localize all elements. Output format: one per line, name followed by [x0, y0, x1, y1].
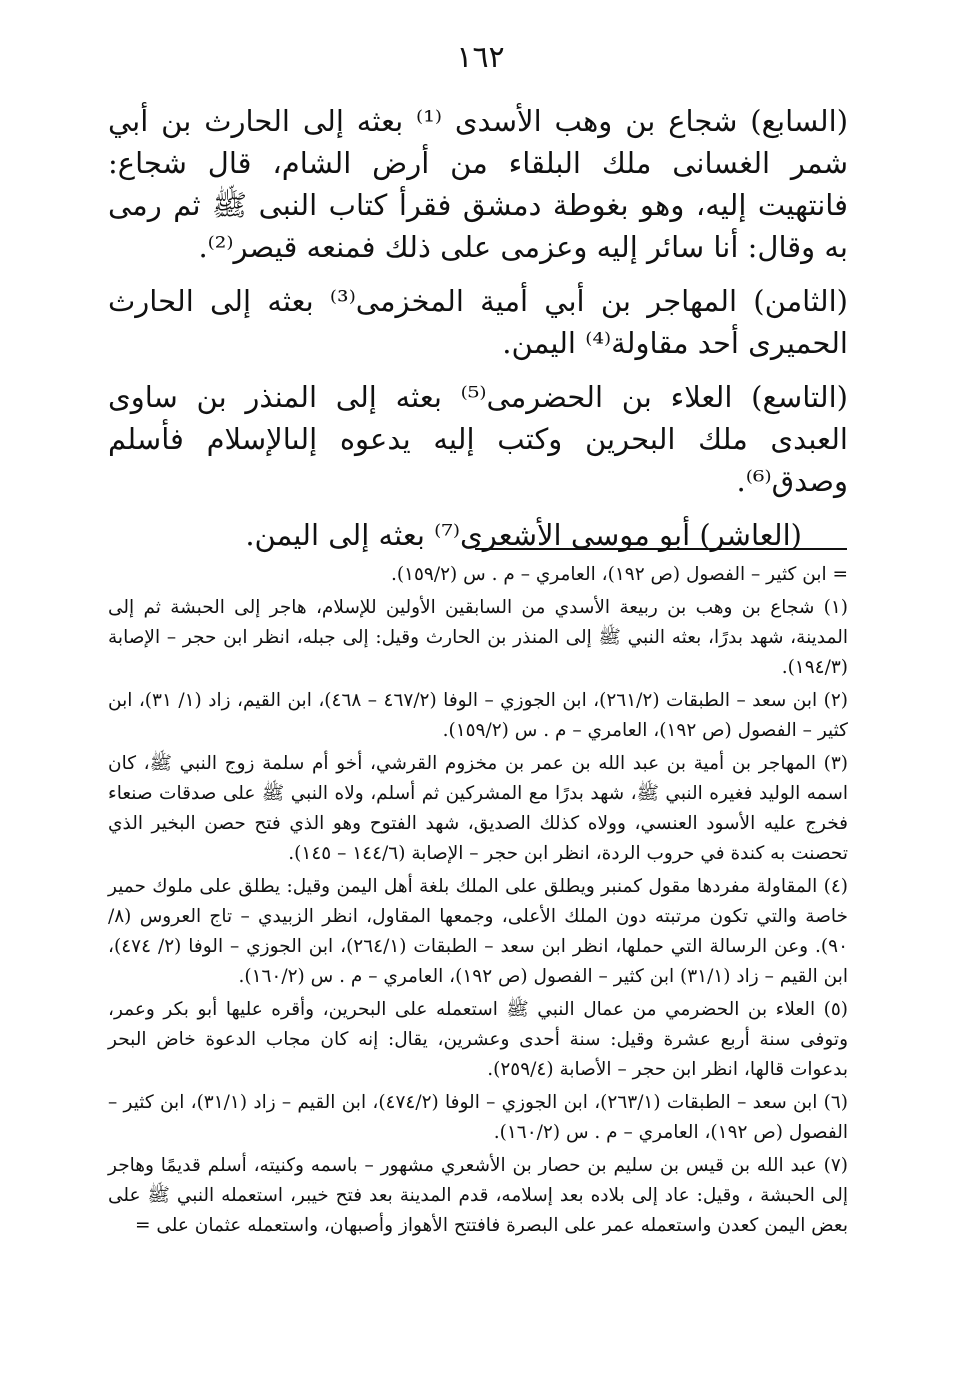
footnote-1: (١) شجاع بن وهب بن ربيعة الأسدي من السابقين الأولين للإسلام، هاجر إلى الحبشة ثم إلى المدينة، شهد بدرًا، بعثه النبي ﷺ إلى المنذر بن الحارث وقيل: إلى جبله، انظر ابن حجر – الإصابة (١٩٤/٣).: [108, 597, 848, 678]
page-number: ١٦٢: [456, 40, 505, 75]
footnote-5: (٥) العلاء بن الحضرمي من عمال النبي ﷺ استعمله على البحرين، وأقره عليها أبو بكر وعمر، وتوفى سنة أربع عشرة وقيل: سنة أحدى وعشرين، يقال: إنه كان مجاب الدعوة خاض البحر بدعوات قالها، انظر ابن حجر – الأصابة (٢٥٩/٤).: [108, 999, 848, 1080]
footnote-2: (٢) ابن سعد – الطبقات (٢٦١/٢)، ابن الجوزي – الوفا (٤٦٧/٢ – ٤٦٨)، ابن القيم، زاد (١/ ٣١)، ابن كثير – الفصول (ص ١٩٢)، العامري – م . س (١٥٩/٢).: [108, 690, 848, 741]
paragraph-envoy-7: (السابع) شجاع بن وهب الأسدى ⁽¹⁾ بعثه إلى الحارث بن أبي شمر الغسانى ملك البلقاء من أرض الشام، قال شجاع: فانتهيت إليه، وهو بغوطة دمشق فقرأ كتاب النبى ﷺ ثم رمى به وقال: أنا سائر إليه وعزمى على ذلك فمنعه قيصر⁽²⁾.: [108, 104, 849, 264]
paragraph-envoy-8: (الثامن) المهاجر بن أبي أمية المخزمى⁽³⁾ بعثه إلى الحارث الحميرى أحد مقاولة⁽⁴⁾ اليمن.: [108, 284, 848, 360]
paragraph-envoy-10: (العاشر) أبو موسى الأشعرى⁽⁷⁾ بعثه إلى اليمن.: [245, 518, 802, 552]
paragraph-envoy-9: (التاسع) العلاء بن الحضرمى⁽⁵⁾ بعثه إلى المنذر بن ساوى العبدى ملك البحرين وكتب إليه يدعوه إلىالإسلام فأسلم وصدق⁽⁶⁾.: [108, 380, 848, 498]
footnote-6: (٦) ابن سعد – الطبقات (٢٦٣/١)، ابن الجوزي – الوفا (٤٧٤/٢)، ابن القيم – زاد (٣١/١)، ابن كثير – الفصول (ص ١٩٢)، العامري – م . س (١٦٠/٢).: [108, 1092, 848, 1143]
footnotes: [108, 560, 848, 1244]
footnote-3: (٣) المهاجر بن أمية بن عبد الله بن عمر بن مخزوم القرشي، أخو أم سلمة زوج النبي ﷺ، كان اسمه الوليد فغيره النبي ﷺ، شهد بدرًا مع المشركين ثم أسلم، ولاه النبي ﷺ على صدقات صنعاء فخرج عليه الأسود العنسي، وولاه كذلك الصديق، شهد الفتوح وهو الذي فتح حصن البخير الذي تحصنت به كندة في حروب الردة، انظر ابن حجر – الإصابة (١٤٤/٦ – ١٤٥).: [108, 753, 848, 864]
footnote-continuation: = ابن كثير – الفصول (ص ١٩٢)، العامري – م . س (١٥٩/٢).: [390, 564, 848, 585]
footnote-7: (٧) عبد الله بن قيس بن سليم بن حصار بن الأشعري مشهور – باسمه وكنيته، أسلم قديمًا وهاجر إلى الحبشة ، وقيل: عاد إلى بلاده بعد إسلامه، قدم المدينة بعد فتح خيبر، استعمله النبي ﷺ على بعض اليمن كعدن واستعمله عمر على البصرة فافتتح الأهواز وأصبهان، واستعمله عثمان على =: [108, 1155, 848, 1236]
main-text: [108, 100, 848, 568]
footnote-divider: [475, 548, 847, 550]
footnote-4: (٤) المقاولة مفردها مقول كمنبر ويطلق على الملك بلغة أهل اليمن وقيل: يطلق على ملوك حمير خاصة والتي تكون مرتبته دون الملك الأعلى، وجمعها المقاول، انظر الزبيدي – تاج العروس (٨/ ٩٠). وعن الرسالة التي حملها، انظر ابن سعد – الطبقات (٢٦٤/١)، ابن الجوزي – الوفا (٢/ ٤٧٤)، ابن القيم – زاد (٣١/١) ابن كثير – الفصول (ص ١٩٢)، العامري – م . س (١٦٠/٢).: [108, 876, 849, 987]
